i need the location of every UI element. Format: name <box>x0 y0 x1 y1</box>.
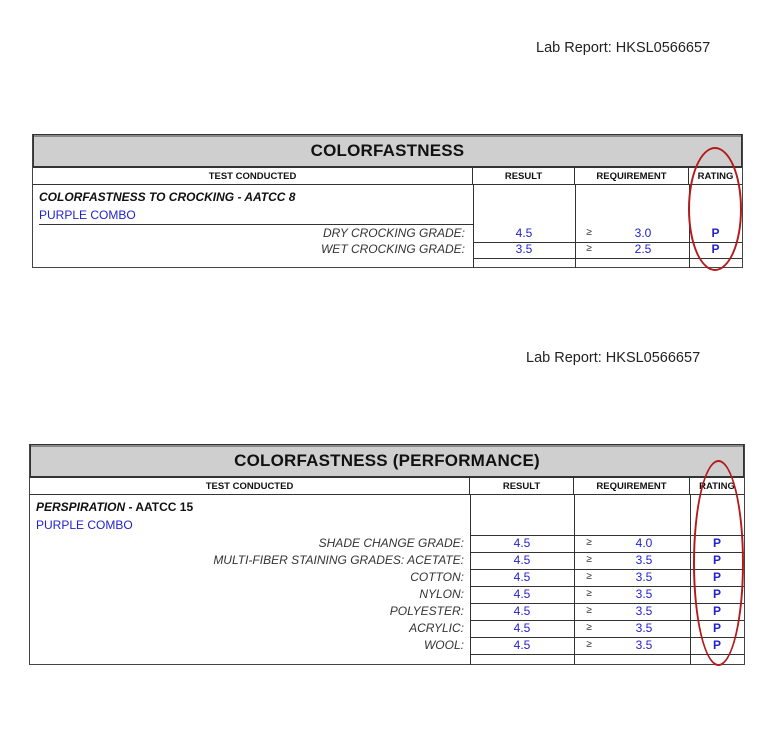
header-result: RESULT <box>473 168 575 184</box>
row-requirement: 2.5 <box>634 242 652 256</box>
table-row <box>30 638 744 654</box>
row-operator: ≥ <box>586 588 592 599</box>
row-rating: P <box>712 638 721 652</box>
test-name: COLORFASTNESS TO CROCKING - AATCC 8 <box>39 190 296 204</box>
row-label: MULTI-FIBER STAINING GRADES: ACETATE: <box>213 553 464 567</box>
row-requirement: 3.5 <box>635 570 653 584</box>
colorfastness-performance-table <box>29 444 745 665</box>
header-rating: RATING <box>697 170 734 182</box>
table-row <box>30 604 744 620</box>
table-body <box>30 495 744 665</box>
row-rating: P <box>712 621 721 635</box>
row-label: POLYESTER: <box>389 604 464 618</box>
row-label: WET CROCKING GRADE: <box>320 242 465 256</box>
row-rating: P <box>712 587 721 601</box>
row-rating: P <box>711 242 720 256</box>
combo-name: PURPLE COMBO <box>36 518 133 532</box>
row-rating: P <box>712 553 721 567</box>
table-header-row <box>33 167 742 185</box>
test-name <box>36 500 193 514</box>
table-row <box>30 587 744 603</box>
row-requirement: 3.5 <box>635 553 653 567</box>
test-name-method: - AATCC 15 <box>125 500 194 514</box>
table-row <box>30 536 744 552</box>
row-requirement: 3.5 <box>635 587 653 601</box>
lab-report-label-1: Lab Report: HKSL0566657 <box>536 40 711 56</box>
row-operator: ≥ <box>586 571 592 582</box>
row-result: 4.5 <box>513 536 531 550</box>
row-rating: P <box>712 536 721 550</box>
table-row <box>30 553 744 569</box>
row-operator: ≥ <box>586 537 592 548</box>
combo-name: PURPLE COMBO <box>39 208 136 222</box>
row-label: COTTON: <box>410 570 464 584</box>
row-requirement: 3.5 <box>635 638 653 652</box>
row-result: 4.5 <box>513 604 531 618</box>
row-result: 3.5 <box>515 242 533 256</box>
row-operator: ≥ <box>586 243 592 254</box>
row-label: NYLON: <box>419 587 464 601</box>
row-rating: P <box>712 604 721 618</box>
row-result: 4.5 <box>515 226 533 240</box>
row-result: 4.5 <box>513 638 531 652</box>
row-result: 4.5 <box>513 621 531 635</box>
table-row <box>33 242 742 258</box>
header-test-conducted: TEST CONDUCTED <box>30 478 470 494</box>
colorfastness-table <box>32 134 743 268</box>
header-requirement: REQUIREMENT <box>574 478 690 494</box>
row-rating: P <box>711 226 720 240</box>
row-label: ACRYLIC: <box>409 621 464 635</box>
table-row <box>30 621 744 637</box>
row-label: SHADE CHANGE GRADE: <box>318 536 464 550</box>
test-name-main: PERSPIRATION <box>36 500 126 514</box>
row-requirement: 4.0 <box>635 536 653 550</box>
row-requirement: 3.0 <box>634 226 652 240</box>
row-operator: ≥ <box>586 554 592 565</box>
header-requirement: REQUIREMENT <box>575 168 689 184</box>
header-result: RESULT <box>470 478 574 494</box>
row-operator: ≥ <box>586 605 592 616</box>
row-result: 4.5 <box>513 570 531 584</box>
row-operator: ≥ <box>586 227 592 238</box>
lab-report-label-2: Lab Report: HKSL0566657 <box>526 350 701 366</box>
table-title: COLORFASTNESS <box>33 134 742 167</box>
table-header-row <box>30 477 744 495</box>
table-title: COLORFASTNESS (PERFORMANCE) <box>30 444 744 477</box>
row-label: WOOL: <box>423 638 464 652</box>
table-row <box>30 570 744 586</box>
row-operator: ≥ <box>586 639 592 650</box>
header-rating: RATING <box>699 480 735 492</box>
row-requirement: 3.5 <box>635 621 653 635</box>
table-body <box>33 185 742 268</box>
row-label: DRY CROCKING GRADE: <box>322 226 465 240</box>
row-requirement: 3.5 <box>635 604 653 618</box>
header-test-conducted: TEST CONDUCTED <box>33 168 473 184</box>
row-rating: P <box>712 570 721 584</box>
row-operator: ≥ <box>586 622 592 633</box>
table-row <box>33 226 742 242</box>
row-result: 4.5 <box>513 553 531 567</box>
row-result: 4.5 <box>513 587 531 601</box>
